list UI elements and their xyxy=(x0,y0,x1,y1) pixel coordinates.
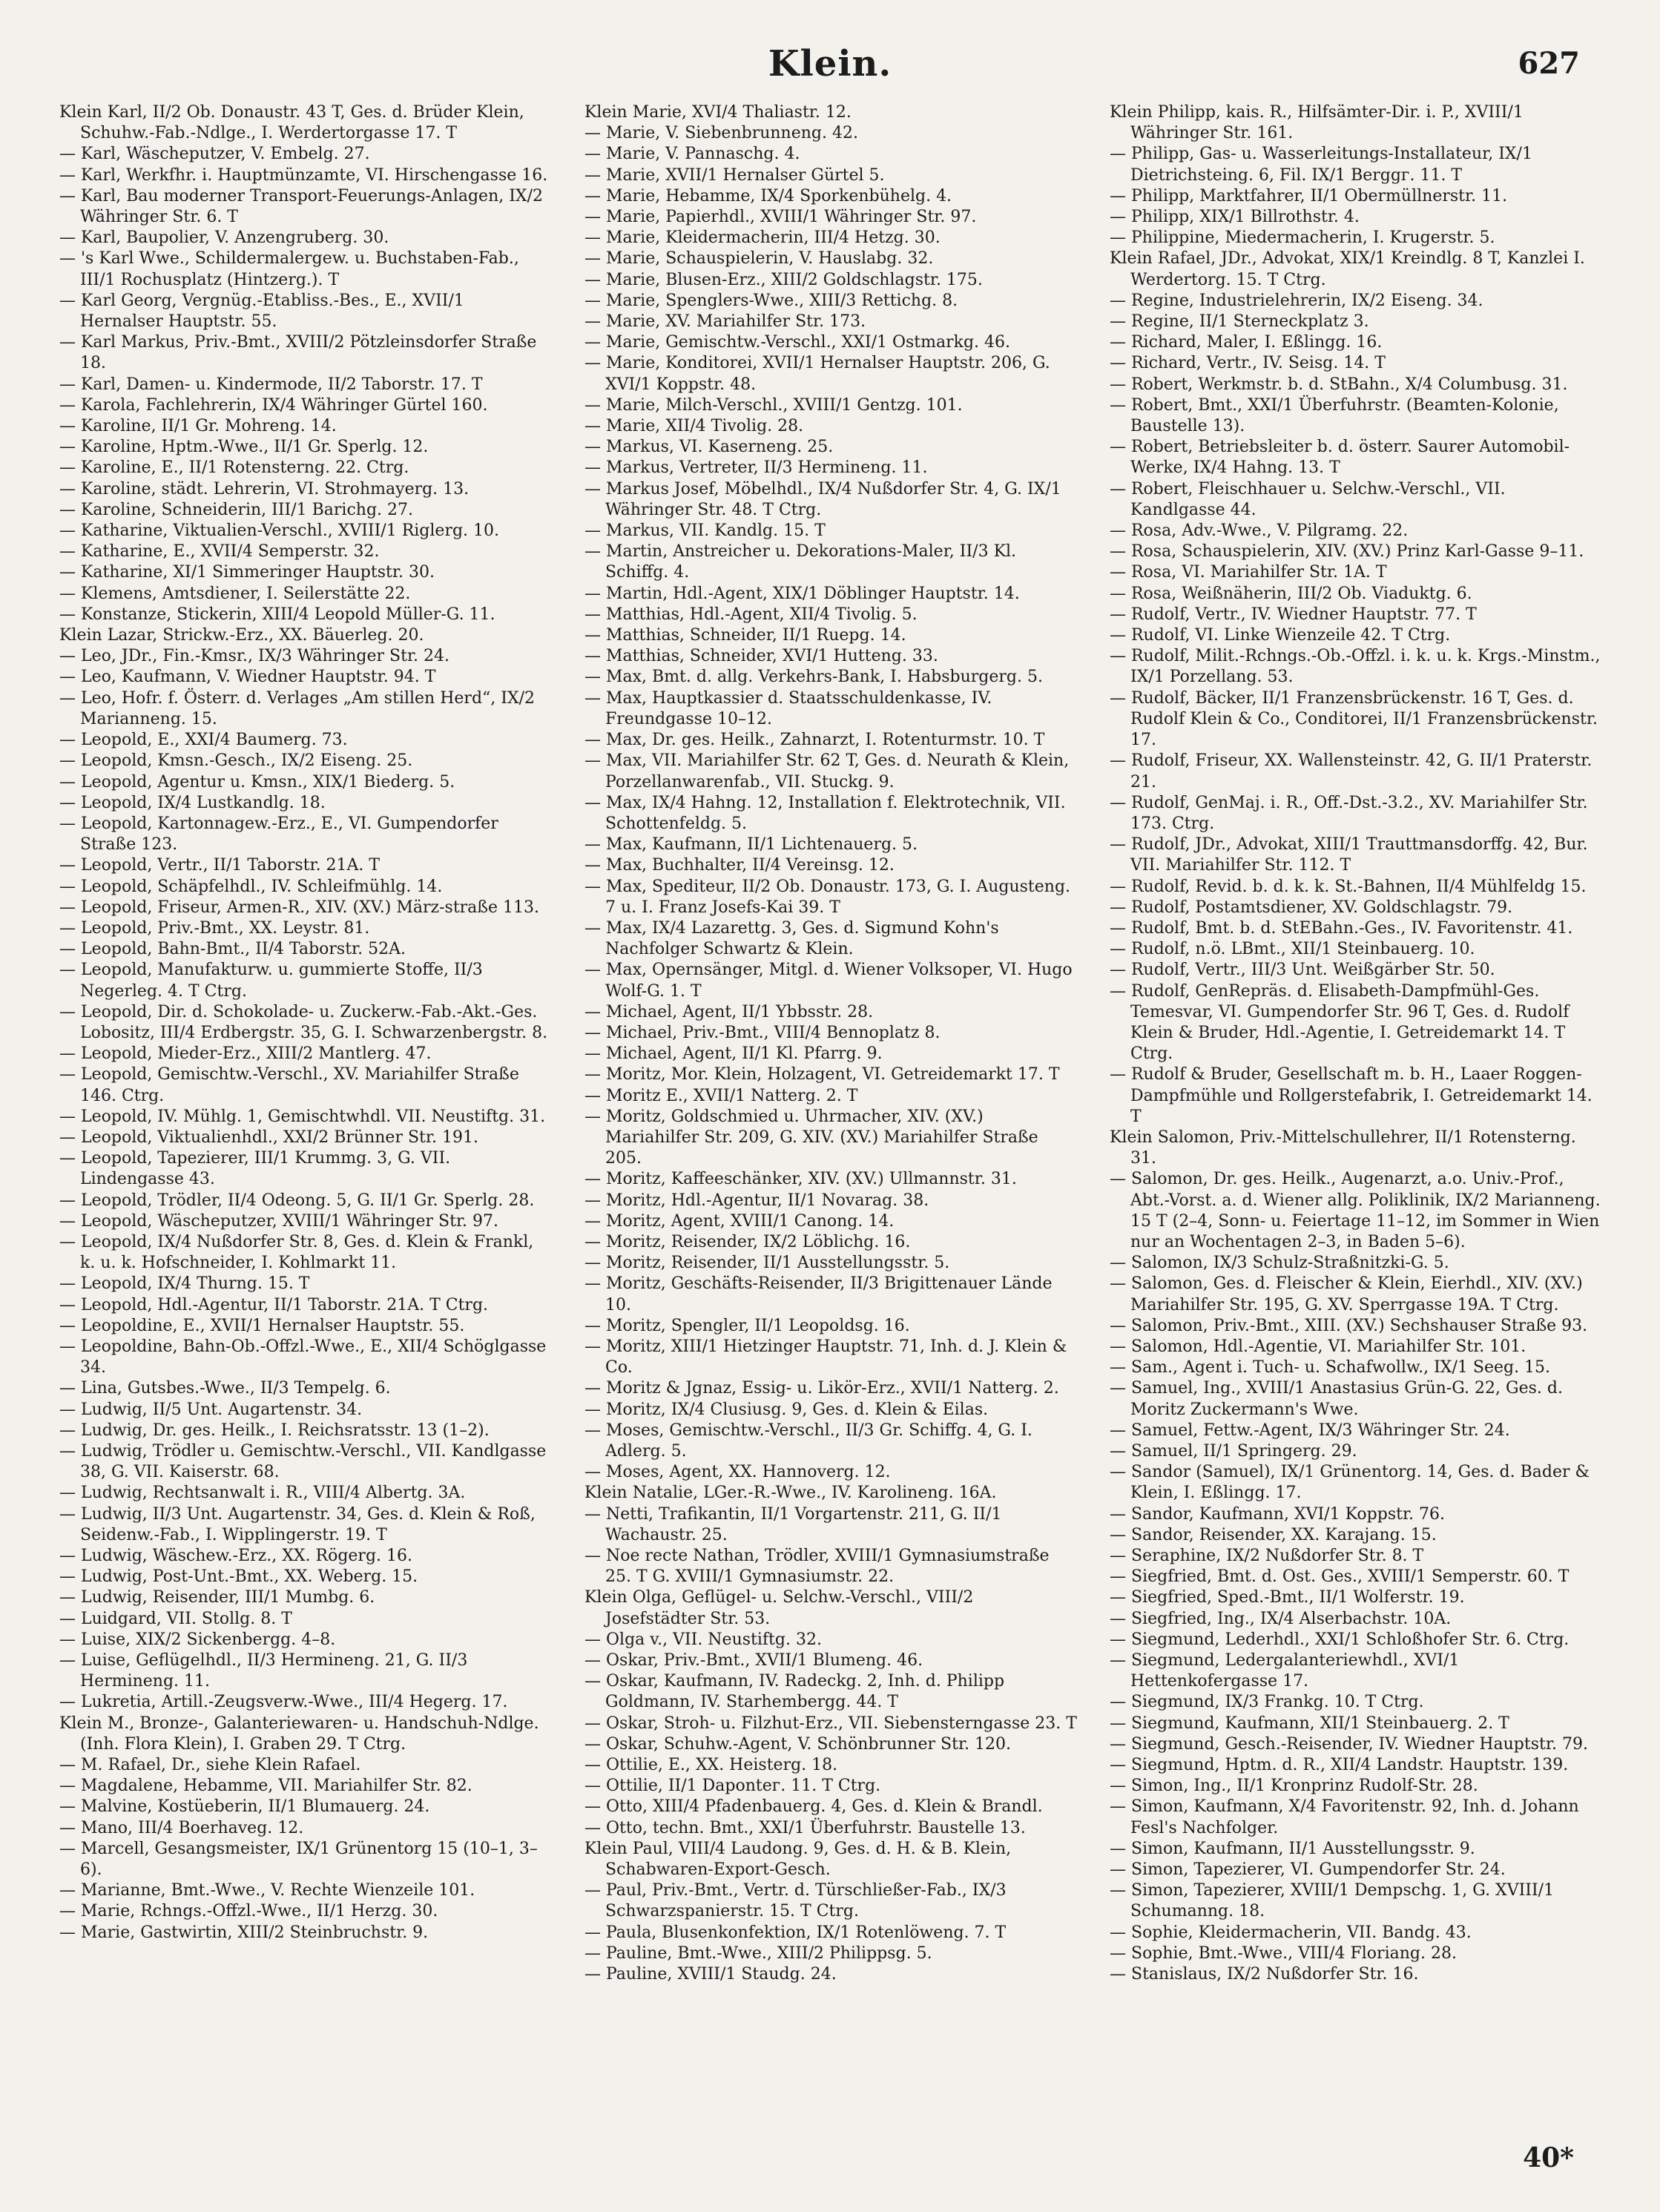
directory-entry: — Rudolf, GenRepräs. d. Elisabeth-Dampfmühl-Ges. Temesvar, VI. Gumpendorfer Str. 96 T, Ges. d. Rudolf Klein & Bruder, Hdl.-Agentie, I. Getreidemarkt 14. T Ctrg. xyxy=(1110,981,1570,1064)
directory-entry: — Magdalene, Hebamme, VII. Mariahilfer Str. 82. xyxy=(59,1777,472,1796)
directory-entry: — Ludwig, Reisender, III/1 Mumbg. 6. xyxy=(59,1588,375,1607)
directory-entry: — Luise, Geflügelhdl., II/3 Hermineng. 21, G. II/3 Hermineng. 11. xyxy=(59,1651,468,1691)
directory-entry: — Moritz, IX/4 Clusiusg. 9, Ges. d. Klein & Eilas. xyxy=(584,1400,989,1419)
directory-entry: — Leopold, Schäpfelhdl., IV. Schleifmühlg. 14. xyxy=(59,877,443,896)
directory-entry: — Samuel, Ing., XVIII/1 Anastasius Grün-G. 22, Ges. d. Moritz Zuckermann's Wwe. xyxy=(1110,1379,1563,1419)
directory-entry: — Rudolf, Bmt. b. d. StEBahn.-Ges., IV. Favoritenstr. 41. xyxy=(1110,918,1573,938)
directory-column-left xyxy=(59,102,552,2150)
directory-entry: Klein Karl, II/2 Ob. Donaustr. 43 T, Ges. d. Brüder Klein, Schuhw.-Fab.-Ndlge., I. Werdertorgasse 17. T xyxy=(59,103,524,143)
directory-entry: — Simon, Kaufmann, X/4 Favoritenstr. 92, Inh. d. Johann Fesl's Nachfolger. xyxy=(1110,1797,1579,1837)
directory-entry: — Marie, Konditorei, XVII/1 Hernalser Hauptstr. 206, G. XVI/1 Koppstr. 48. xyxy=(584,354,1050,394)
directory-entry: — Leopold, IX/4 Thurng. 15. T xyxy=(59,1274,310,1294)
directory-entry: — Leopold, Viktualienhdl., XXI/2 Brünner Str. 191. xyxy=(59,1128,478,1147)
directory-entry: — Sandor (Samuel), IX/1 Grünentorg. 14, Ges. d. Bader & Klein, I. Eßlingg. 17. xyxy=(1110,1463,1590,1503)
directory-entry: — Leopold, Vertr., II/1 Taborstr. 21A. T xyxy=(59,856,381,875)
directory-entry: — Leopold, Agentur u. Kmsn., XIX/1 Biederg. 5. xyxy=(59,772,455,791)
directory-entry: — Pauline, Bmt.-Wwe., XIII/2 Philippsg. 5. xyxy=(584,1943,932,1963)
directory-entry: — Siegmund, Lederhdl., XXI/1 Schloßhofer Str. 6. Ctrg. xyxy=(1110,1630,1570,1649)
directory-entry: — Robert, Werkmstr. b. d. StBahn., X/4 Columbusg. 31. xyxy=(1110,375,1568,394)
directory-entry: — Philipp, Marktfahrer, II/1 Obermüllnerstr. 11. xyxy=(1110,186,1508,205)
directory-entry: — Noe recte Nathan, Trödler, XVIII/1 Gymnasiumstraße 25. T G. XVIII/1 Gymnasiumstr. 22. xyxy=(584,1547,1050,1587)
directory-entry: — Markus, Vertreter, II/3 Hermineng. 11. xyxy=(584,458,928,478)
directory-entry: — Leopold, Gemischtw.-Verschl., XV. Mariahilfer Straße 146. Ctrg. xyxy=(59,1065,519,1105)
directory-entry: — Karl, Baupolier, V. Anzengruberg. 30. xyxy=(59,228,389,248)
directory-entry: — Leopold, Mieder-Erz., XIII/2 Mantlerg. 47. xyxy=(59,1044,432,1064)
directory-entry: — Rudolf, Postamtsdiener, XV. Goldschlagstr. 79. xyxy=(1110,898,1513,917)
directory-entry: — Rudolf, Friseur, XX. Wallensteinstr. 42, G. II/1 Praterstr. 21. xyxy=(1110,751,1593,791)
directory-entry: — Ottilie, II/1 Dapontег. 11. T Ctrg. xyxy=(584,1777,881,1796)
directory-entry: — Ottilie, E., XX. Heisterg. 18. xyxy=(584,1756,838,1775)
directory-entry: — Markus, VII. Kandlg. 15. T xyxy=(584,521,826,541)
directory-entry: — Regine, Industrielehrerin, IX/2 Eiseng. 34. xyxy=(1110,291,1483,310)
directory-entry: — Matthias, Schneider, XVI/1 Hutteng. 33. xyxy=(584,647,938,666)
directory-entry: — Oskar, Schuhw.-Agent, V. Schönbrunner Str. 120. xyxy=(584,1734,1012,1754)
directory-entry: — Siegfried, Sped.-Bmt., II/1 Wolferstr. 19. xyxy=(1110,1588,1465,1607)
directory-entry: — Netti, Trafikantin, II/1 Vorgartenstr. 211, G. II/1 Wachaustr. 25. xyxy=(584,1504,1002,1544)
directory-entry: — Marie, Papierhdl., XVIII/1 Währinger Str. 97. xyxy=(584,208,977,227)
directory-entry: Klein Marie, XVI/4 Thaliastr. 12. xyxy=(584,103,852,122)
directory-entry: — Leopold, Hdl.-Agentur, II/1 Taborstr. 21A. T Ctrg. xyxy=(59,1295,489,1314)
directory-column-middle xyxy=(584,102,1077,2150)
directory-entry: — Siegmund, Ledergalanteriewhdl., XVI/1 Hettenkofergasse 17. xyxy=(1110,1651,1460,1691)
directory-entry: — Siegfried, Ing., IX/4 Alserbachstr. 10A. xyxy=(1110,1609,1452,1628)
directory-entry: — Karoline, städt. Lehrerin, VI. Strohmayerg. 13. xyxy=(59,479,470,498)
directory-entry: — Leopoldine, E., XVII/1 Hernalser Hauptstr. 55. xyxy=(59,1316,465,1335)
directory-entry: — Moritz, Goldschmied u. Uhrmacher, XIV. (XV.) Mariahilfer Str. 209, G. XIV. (XV.) Mariahilfer Straße 205. xyxy=(584,1107,1038,1168)
directory-entry: — Rudolf, Vertr., III/3 Unt. Weißgärber Str. 50. xyxy=(1110,961,1495,980)
directory-entry: — Marie, XVII/1 Hernalser Gürtel 5. xyxy=(584,165,885,185)
directory-entry: — Siegmund, IX/3 Frankg. 10. T Ctrg. xyxy=(1110,1693,1424,1712)
directory-entry: — Ludwig, II/5 Unt. Augartenstr. 34. xyxy=(59,1400,363,1419)
directory-entry: — Max, Opernsänger, Mitgl. d. Wiener Volksoper, VI. Hugo Wolf-G. 1. T xyxy=(584,961,1073,1001)
directory-entry: — Markus, VI. Kaserneng. 25. xyxy=(584,438,834,457)
directory-entry: — Leo, Kaufmann, V. Wiedner Hauptstr. 94. T xyxy=(59,668,436,687)
directory-entry: — Marie, Hebamme, IX/4 Sporkenbühelg. 4. xyxy=(584,186,952,205)
directory-entry: — Siegmund, Gesch.-Reisender, IV. Wiedner Hauptstr. 79. xyxy=(1110,1734,1588,1754)
directory-entry: Klein Lazar, Strickw.-Erz., XX. Bäuerleg. 20. xyxy=(59,626,424,645)
directory-entry: — Richard, Vertr., IV. Seisg. 14. T xyxy=(1110,354,1386,373)
directory-entry: — Regine, II/1 Sterneckplatz 3. xyxy=(1110,312,1369,332)
directory-entry: — Paula, Blusenkonfektion, IX/1 Rotenlöweng. 7. T xyxy=(584,1923,1007,1942)
directory-entry: — Klemens, Amtsdiener, I. Seilerstätte 22. xyxy=(59,584,411,603)
directory-entry: — Philipp, XIX/1 Billrothstr. 4. xyxy=(1110,208,1360,227)
directory-entry: — Karl, Wäscheputzer, V. Embelg. 27. xyxy=(59,145,370,164)
directory-entry: — Marie, Rchngs.-Offzl.-Wwe., II/1 Herzg. 30. xyxy=(59,1902,438,1921)
directory-entry: — Moritz, Mor. Klein, Holzagent, VI. Getreidemarkt 17. T xyxy=(584,1065,1060,1084)
directory-entry: — Siegmund, Hptm. d. R., XII/4 Landstr. Hauptstr. 139. xyxy=(1110,1756,1569,1775)
directory-entry: — Max, Buchhalter, II/4 Vereinsg. 12. xyxy=(584,856,895,875)
directory-entry: — Moritz E., XVII/1 Natterg. 2. T xyxy=(584,1086,858,1105)
directory-entry: — Robert, Fleischhauer u. Selchw.-Verschl., VII. Kandlgasse 44. xyxy=(1110,479,1506,519)
directory-entry: — Rudolf, Milit.-Rchngs.-Ob.-Offzl. i. k. u. k. Krgs.-Minstm., IX/1 Porzellang. 53. xyxy=(1110,647,1601,687)
directory-entry: — Matthias, Hdl.-Agent, XII/4 Tivolig. 5. xyxy=(584,605,918,624)
directory-entry: — Rudolf, VI. Linke Wienzeile 42. T Ctrg. xyxy=(1110,626,1451,645)
directory-entry: — Marie, Blusen-Erz., XIII/2 Goldschlagstr. 175. xyxy=(584,270,983,289)
directory-entry: — Marie, Spenglers-Wwe., XIII/3 Rettichg. 8. xyxy=(584,291,958,310)
directory-columns xyxy=(59,102,1602,2150)
directory-entry: — Ludwig, Trödler u. Gemischtw.-Verschl., VII. Kandlgasse 38, G. VII. Kaiserstr. 68. xyxy=(59,1442,547,1482)
directory-entry: — Sandor, Reisender, XX. Karajang. 15. xyxy=(1110,1525,1437,1544)
directory-entry: — Leopold, Trödler, II/4 Odeong. 5, G. II/1 Gr. Sperlg. 28. xyxy=(59,1191,535,1210)
directory-entry: — Leo, JDr., Fin.-Kmsr., IX/3 Währinger Str. 24. xyxy=(59,647,450,666)
directory-entry: — Marianne, Bmt.-Wwe., V. Rechte Wienzeile 101. xyxy=(59,1881,475,1900)
directory-entry: — Leopold, Priv.-Bmt., XX. Leystr. 81. xyxy=(59,918,370,938)
directory-entry: — Rudolf, n.ö. LBmt., XII/1 Steinbauerg. 10. xyxy=(1110,940,1475,959)
directory-entry: — Leopold, Dir. d. Schokolade- u. Zuckerw.-Fab.-Akt.-Ges. Lobositz, III/4 Erdbergstr. 35, G. I. Schwarzenbergstr. 8. xyxy=(59,1002,548,1042)
directory-entry: — Oskar, Stroh- u. Filzhut-Erz., VII. Siebensterngasse 23. T xyxy=(584,1714,1077,1733)
directory-column-right xyxy=(1110,102,1602,2150)
directory-entry: — Michael, Agent, II/1 Ybbsstr. 28. xyxy=(584,1002,874,1021)
directory-entry: — Marie, V. Siebenbrunneng. 42. xyxy=(584,124,858,143)
directory-entry: — Robert, Betriebsleiter b. d. österr. Saurer Automobil-Werke, IX/4 Hahng. 13. T xyxy=(1110,438,1570,478)
directory-entry: — Siegmund, Kaufmann, XII/1 Steinbauerg. 2. T xyxy=(1110,1714,1509,1733)
directory-entry: — Paul, Priv.-Bmt., Vertr. d. Türschließer-Fab., IX/3 Schwarzspanierstr. 15. T Ctrg. xyxy=(584,1881,1007,1921)
directory-entry: — Luise, XIX/2 Sickenbergg. 4–8. xyxy=(59,1630,336,1649)
directory-entry: — Marie, Gastwirtin, XIII/2 Steinbruchstr. 9. xyxy=(59,1923,429,1942)
directory-entry: — M. Rafael, Dr., siehe Klein Rafael. xyxy=(59,1756,361,1775)
directory-entry: — Otto, XIII/4 Pfadenbauerg. 4, Ges. d. Klein & Brandl. xyxy=(584,1797,1043,1817)
directory-entry: — Moritz, Reisender, IX/2 Löblichg. 16. xyxy=(584,1232,911,1251)
directory-entry: — Max, Hauptkassier d. Staatsschuldenkasse, IV. Freundgasse 10–12. xyxy=(584,688,992,728)
directory-entry: — Ludwig, Wäschew.-Erz., XX. Rögerg. 16. xyxy=(59,1547,412,1566)
directory-entry: — Michael, Agent, II/1 Kl. Pfarrg. 9. xyxy=(584,1044,883,1064)
directory-entry: — Leopold, Wäscheputzer, XVIII/1 Währinger Str. 97. xyxy=(59,1211,499,1231)
directory-entry: — Katharine, XI/1 Simmeringer Hauptstr. 30. xyxy=(59,563,435,582)
directory-entry: — Moritz, Agent, XVIII/1 Canong. 14. xyxy=(584,1211,895,1231)
directory-entry: — Sam., Agent i. Tuch- u. Schafwollw., IX/1 Seeg. 15. xyxy=(1110,1358,1551,1377)
directory-entry: — Rudolf, JDr., Advokat, XIII/1 Trauttmansdorffg. 42, Bur. VII. Mariahilfer Str. 112. T xyxy=(1110,835,1588,875)
directory-entry: — Karl, Werkfhr. i. Hauptmünzamte, VI. Hirschengasse 16. xyxy=(59,165,548,185)
directory-entry: — Simon, Kaufmann, II/1 Ausstellungsstr. 9. xyxy=(1110,1839,1475,1858)
page-number: 627 xyxy=(1518,46,1580,81)
directory-entry: — Max, Kaufmann, II/1 Lichtenauerg. 5. xyxy=(584,835,918,855)
directory-entry: — Marie, V. Pannaschg. 4. xyxy=(584,145,800,164)
directory-entry: — Seraphine, IX/2 Nußdorfer Str. 8. T xyxy=(1110,1547,1424,1566)
directory-entry: — Marie, Gemischtw.-Verschl., XXI/1 Ostmarkg. 46. xyxy=(584,333,1011,352)
directory-entry: Klein Natalie, LGer.-R.-Wwe., IV. Karolineng. 16A. xyxy=(584,1484,997,1503)
directory-entry: — Philipp, Gas- u. Wasserleitungs-Installateur, IX/1 Dietrichsteing. 6, Fil. IX/1 Berggг. 11. T xyxy=(1110,145,1532,185)
directory-entry: — Martin, Anstreicher u. Dekorations-Maler, II/3 Kl. Schiffg. 4. xyxy=(584,542,1017,582)
directory-entry: — Konstanze, Stickerin, XIII/4 Leopold Müller-G. 11. xyxy=(59,605,495,624)
directory-entry: — Malvine, Kostüeberin, II/1 Blumauerg. 24. xyxy=(59,1797,430,1817)
directory-entry: — Leopold, IV. Mühlg. 1, Gemischtwhdl. VII. Neustiftg. 31. xyxy=(59,1107,546,1126)
directory-entry: — Karoline, Hptm.-Wwe., II/1 Gr. Sperlg. 12. xyxy=(59,438,429,457)
directory-entry: — Marcell, Gesangsmeister, IX/1 Grünentorg 15 (10–1, 3–6). xyxy=(59,1839,538,1880)
directory-entry: — Oskar, Priv.-Bmt., XVII/1 Blumeng. 46. xyxy=(584,1651,923,1670)
directory-entry: — Leopoldine, Bahn-Ob.-Offzl.-Wwe., E., XII/4 Schöglgasse 34. xyxy=(59,1337,547,1377)
directory-entry: — Simon, Ing., II/1 Kronprinz Rudolf-Str. 28. xyxy=(1110,1777,1478,1796)
directory-entry: — Moritz & Jgnaz, Essig- u. Likör-Erz., XVII/1 Natterg. 2. xyxy=(584,1379,1059,1398)
directory-entry: — Max, VII. Mariahilfer Str. 62 T, Ges. d. Neurath & Klein, Porzellanwarenfab., VII. Stuckg. 9. xyxy=(584,751,1070,791)
page-title: Klein. xyxy=(768,43,892,85)
directory-entry: — Marie, Milch-Verschl., XVIII/1 Gentzg. 101. xyxy=(584,395,963,415)
directory-entry: Klein Paul, VIII/4 Laudong. 9, Ges. d. H. & B. Klein, Schabwaren-Export-Gesch. xyxy=(584,1839,1012,1880)
directory-entry: — Rudolf, Bäcker, II/1 Franzensbrückenstr. 16 T, Ges. d. Rudolf Klein & Co., Conditorei, II/1 Franzensbrückenstr. 17. xyxy=(1110,688,1598,750)
directory-entry: Klein Olga, Geflügel- u. Selchw.-Verschl., VIII/2 Josefstädter Str. 53. xyxy=(584,1588,974,1628)
directory-entry: — Siegfried, Bmt. d. Ost. Ges., XVIII/1 Semperstr. 60. T xyxy=(1110,1567,1570,1587)
directory-entry: — Leopold, Kartonnagew.-Erz., E., VI. Gumpendorfer Straße 123. xyxy=(59,814,498,855)
directory-entry: — Leopold, IX/4 Lustkandlg. 18. xyxy=(59,793,326,812)
page-header xyxy=(0,43,1660,95)
directory-entry: — 's Karl Wwe., Schildermalergew. u. Buchstaben-Fab., III/1 Rochusplatz (Hintzerg.). T xyxy=(59,249,519,289)
directory-entry: — Rudolf, GenMaj. i. R., Off.-Dst.-3.2., XV. Mariahilfer Str. 173. Ctrg. xyxy=(1110,793,1588,833)
directory-entry: — Karl, Damen- u. Kindermode, II/2 Taborstr. 17. T xyxy=(59,375,483,394)
directory-entry: Klein Rafael, JDr., Advokat, XIX/1 Kreindlg. 8 T, Kanzlei I. Werdertorg. 15. T Ctrg. xyxy=(1110,249,1585,289)
directory-entry: — Matthias, Schneider, II/1 Ruepg. 14. xyxy=(584,626,906,645)
directory-entry: — Moses, Gemischtw.-Verschl., II/3 Gr. Schiffg. 4, G. I. Adlerg. 5. xyxy=(584,1421,1032,1461)
directory-entry: — Max, IX/4 Lazarettg. 3, Ges. d. Sigmund Kohn's Nachfolger Schwartz & Klein. xyxy=(584,918,999,959)
directory-entry: — Luidgard, VII. Stollg. 8. T xyxy=(59,1609,292,1628)
directory-entry: — Leopold, Friseur, Armen-R., XIV. (XV.) März-straße 113. xyxy=(59,898,539,917)
directory-entry: — Moritz, Kaffeeschänker, XIV. (XV.) Ullmannstr. 31. xyxy=(584,1170,1017,1189)
directory-entry: — Max, Spediteur, II/2 Ob. Donaustr. 173, G. I. Augusteng. 7 u. I. Franz Josefs-Kai 39. T xyxy=(584,877,1071,917)
directory-entry: — Robert, Bmt., XXI/1 Überfuhrstr. (Beamten-Kolonie, Baustelle 13). xyxy=(1110,395,1559,436)
directory-entry: Klein M., Bronze-, Galanteriewaren- u. Handschuh-Ndlge. (Inh. Flora Klein), I. Graben 29. T Ctrg. xyxy=(59,1714,539,1754)
directory-entry: — Ludwig, II/3 Unt. Augartenstr. 34, Ges. d. Klein & Roß, Seidenw.-Fab., I. Wipplingerstr. 19. T xyxy=(59,1504,536,1544)
directory-entry: — Salomon, Hdl.-Agentie, VI. Mariahilfer Str. 101. xyxy=(1110,1337,1526,1356)
directory-entry: — Philippine, Miedermacherin, I. Krugerstr. 5. xyxy=(1110,228,1495,248)
directory-entry: — Karoline, II/1 Gr. Mohreng. 14. xyxy=(59,417,337,436)
directory-entry: — Salomon, Dr. ges. Heilk., Augenarzt, a.o. Univ.-Prof., Abt.-Vorst. a. d. Wiener allg. Poliklinik, IX/2 Marianneng. 15 T (2–4, Sonn- u. Feiertage 11–12, im Sommer in Wien nur an Wochentagen 2–3, in Baden 5–6). xyxy=(1110,1170,1601,1251)
directory-entry: — Pauline, XVIII/1 Staudg. 24. xyxy=(584,1965,837,1984)
directory-entry: — Martin, Hdl.-Agent, XIX/1 Döblinger Hauptstr. 14. xyxy=(584,584,1020,603)
directory-entry: — Moritz, Reisender, II/1 Ausstellungsstr. 5. xyxy=(584,1254,950,1273)
directory-entry: — Stanislaus, IX/2 Nußdorfer Str. 16. xyxy=(1110,1965,1419,1984)
directory-entry: — Mano, III/4 Boerhaveg. 12. xyxy=(59,1818,304,1837)
directory-entry: — Leopold, Bahn-Bmt., II/4 Taborstr. 52A. xyxy=(59,940,406,959)
directory-entry: — Katharine, E., XVII/4 Semperstr. 32. xyxy=(59,542,380,562)
directory-entry: — Marie, Schauspielerin, V. Hauslabg. 32. xyxy=(584,249,934,269)
directory-entry: — Marie, XV. Mariahilfer Str. 173. xyxy=(584,312,866,332)
directory-entry: — Katharine, Viktualien-Verschl., XVIII/1 Riglerg. 10. xyxy=(59,521,500,541)
directory-entry: — Max, IX/4 Hahng. 12, Installation f. Elektrotechnik, VII. Schottenfeldg. 5. xyxy=(584,793,1066,833)
directory-entry: — Lukretia, Artill.-Zeugsverw.-Wwe., III/4 Hegerg. 17. xyxy=(59,1693,508,1712)
directory-entry: — Salomon, Priv.-Bmt., XIII. (XV.) Sechshauser Straße 93. xyxy=(1110,1316,1588,1335)
directory-entry: — Sophie, Bmt.-Wwe., VIII/4 Floriang. 28. xyxy=(1110,1943,1457,1963)
directory-entry: — Rudolf, Vertr., IV. Wiedner Hauptstr. 77. T xyxy=(1110,605,1477,624)
directory-entry: — Ludwig, Rechtsanwalt i. R., VIII/4 Albertg. 3A. xyxy=(59,1484,466,1503)
directory-entry: — Simon, Tapezierer, VI. Gumpendorfer Str. 24. xyxy=(1110,1860,1506,1880)
directory-entry: — Karoline, Schneiderin, III/1 Barichg. 27. xyxy=(59,500,414,519)
directory-entry: — Lina, Gutsbes.-Wwe., II/3 Tempelg. 6. xyxy=(59,1379,391,1398)
directory-entry: Klein Philipp, kais. R., Hilfsämter-Dir. i. P., XVIII/1 Währinger Str. 161. xyxy=(1110,103,1524,143)
directory-entry: — Moses, Agent, XX. Hannoverg. 12. xyxy=(584,1463,891,1482)
directory-entry: — Leopold, E., XXI/4 Baumerg. 73. xyxy=(59,731,348,750)
directory-entry: — Karola, Fachlehrerin, IX/4 Währinger Gürtel 160. xyxy=(59,395,488,415)
directory-entry: — Karoline, E., II/1 Rotensterng. 22. Ctrg. xyxy=(59,458,409,478)
directory-entry: — Michael, Priv.-Bmt., VIII/4 Bennoplatz 8. xyxy=(584,1023,941,1042)
directory-entry: — Otto, techn. Bmt., XXI/1 Überfuhrstr. Baustelle 13. xyxy=(584,1818,1026,1837)
directory-entry: — Richard, Maler, I. Eßlingg. 16. xyxy=(1110,333,1383,352)
directory-entry: — Simon, Tapezierer, XVIII/1 Dempschg. 1, G. XVIII/1 Schumanng. 18. xyxy=(1110,1881,1555,1921)
directory-entry: — Karl Markus, Priv.-Bmt., XVIII/2 Pötzleinsdorfer Straße 18. xyxy=(59,333,537,373)
directory-entry: — Max, Dr. ges. Heilk., Zahnarzt, I. Rotenturmstr. 10. T xyxy=(584,731,1045,750)
directory-entry: — Salomon, Ges. d. Fleischer & Klein, Eierhdl., XIV. (XV.) Mariahilfer Str. 195, G. XV. Sperrgasse 19A. T Ctrg. xyxy=(1110,1274,1583,1314)
directory-entry: — Rudolf, Revid. b. d. k. k. St.-Bahnen, II/4 Mühlfeldg 15. xyxy=(1110,877,1587,896)
directory-entry: — Oskar, Kaufmann, IV. Radeckg. 2, Inh. d. Philipp Goldmann, IV. Starhembergg. 44. T xyxy=(584,1672,1005,1712)
directory-entry: — Rosa, Adv.-Wwe., V. Pilgramg. 22. xyxy=(1110,521,1409,541)
directory-entry: Klein Salomon, Priv.-Mittelschullehrer, II/1 Rotensterng. 31. xyxy=(1110,1128,1576,1168)
directory-entry: — Leopold, Kmsn.-Gesch., IX/2 Eiseng. 25. xyxy=(59,751,413,771)
directory-entry: — Sandor, Kaufmann, XVI/1 Koppstr. 76. xyxy=(1110,1504,1446,1524)
directory-entry: — Karl, Bau moderner Transport-Feuerungs-Anlagen, IX/2 Währinger Str. 6. T xyxy=(59,186,543,227)
directory-entry: — Ludwig, Dr. ges. Heilk., I. Reichsratsstr. 13 (1–2). xyxy=(59,1421,490,1440)
directory-entry: — Moritz, Geschäfts-Reisender, II/3 Brigittenauer Lände 10. xyxy=(584,1274,1053,1314)
directory-entry: — Marie, XII/4 Tivolig. 28. xyxy=(584,417,804,436)
directory-entry: — Rosa, VI. Mariahilfer Str. 1A. T xyxy=(1110,563,1387,582)
directory-entry: — Olga v., VII. Neustiftg. 32. xyxy=(584,1630,822,1649)
directory-entry: — Marie, Kleidermacherin, III/4 Hetzg. 30. xyxy=(584,228,941,248)
directory-entry: — Leopold, Tapezierer, III/1 Krummg. 3, G. VII. Lindengasse 43. xyxy=(59,1149,451,1189)
directory-entry: — Rosa, Schauspielerin, XIV. (XV.) Prinz Karl-Gasse 9–11. xyxy=(1110,542,1584,562)
directory-entry: — Moritz, Hdl.-Agentur, II/1 Novarag. 38. xyxy=(584,1191,929,1210)
directory-entry: — Ludwig, Post-Unt.-Bmt., XX. Weberg. 15. xyxy=(59,1567,418,1587)
directory-entry: — Salomon, IX/3 Schulz-Straßnitzki-G. 5. xyxy=(1110,1254,1449,1273)
directory-entry: — Max, Bmt. d. allg. Verkehrs-Bank, I. Habsburgerg. 5. xyxy=(584,668,1043,687)
directory-entry: — Samuel, Fettw.-Agent, IX/3 Währinger Str. 24. xyxy=(1110,1421,1510,1440)
directory-entry: — Karl Georg, Vergnüg.-Etabliss.-Bes., E., XVII/1 Hernalser Hauptstr. 55. xyxy=(59,291,464,332)
sheet-mark: 40* xyxy=(1523,2142,1574,2173)
directory-entry: — Moritz, XIII/1 Hietzinger Hauptstr. 71, Inh. d. J. Klein & Co. xyxy=(584,1337,1067,1377)
directory-entry: — Leo, Hofr. f. Österr. d. Verlages „Am stillen Herd“, IX/2 Marianneng. 15. xyxy=(59,688,536,728)
directory-entry: — Samuel, II/1 Springerg. 29. xyxy=(1110,1442,1357,1461)
directory-entry: — Leopold, Manufakturw. u. gummierte Stoffe, II/3 Negerleg. 4. T Ctrg. xyxy=(59,961,483,1001)
directory-entry: — Markus Josef, Möbelhdl., IX/4 Nußdorfer Str. 4, G. IX/1 Währinger Str. 48. T Ctrg. xyxy=(584,479,1061,519)
directory-entry: — Sophie, Kleidermacherin, VII. Bandg. 43. xyxy=(1110,1923,1472,1942)
directory-entry: — Rosa, Weißnäherin, III/2 Ob. Viaduktg. 6. xyxy=(1110,584,1472,603)
directory-entry: — Rudolf & Bruder, Gesellschaft m. b. H., Laaer Roggen-Dampfmühle und Rollgerstefabrik, I. Getreidemarkt 14. T xyxy=(1110,1065,1593,1126)
directory-entry: — Moritz, Spengler, II/1 Leopoldsg. 16. xyxy=(584,1316,910,1335)
directory-entry: — Leopold, IX/4 Nußdorfer Str. 8, Ges. d. Klein & Frankl, k. u. k. Hofschneider, I. Kohlmarkt 11. xyxy=(59,1232,534,1273)
